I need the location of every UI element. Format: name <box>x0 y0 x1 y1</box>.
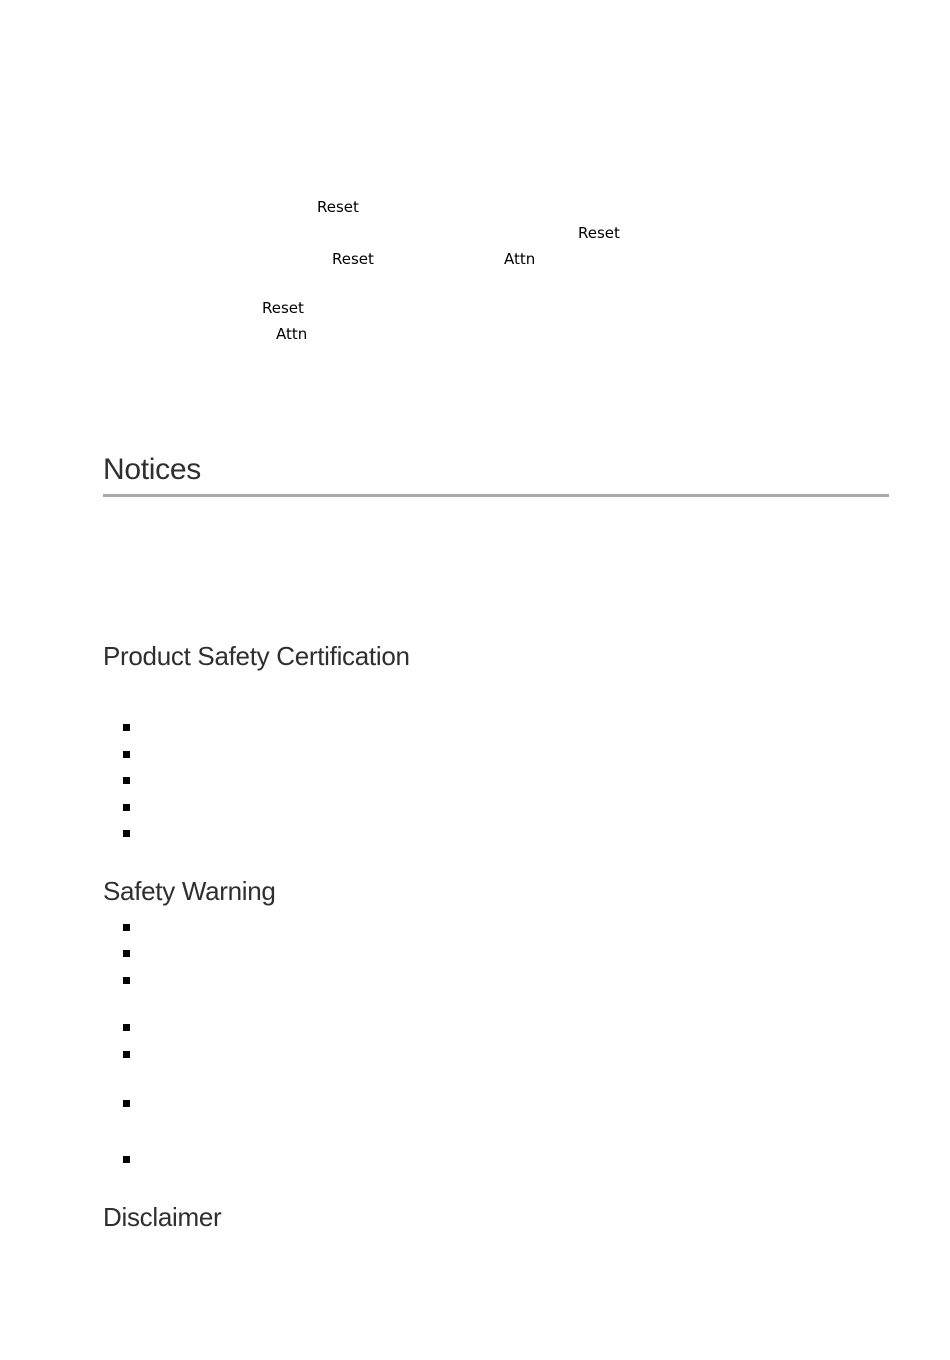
list-bullet <box>123 830 130 837</box>
list-bullet <box>123 777 130 784</box>
product-safety-heading: Product Safety Certification <box>103 641 410 671</box>
list-bullet <box>123 1051 130 1058</box>
term-reset: Reset <box>317 198 359 216</box>
list-bullet <box>123 950 130 957</box>
term-attn: Attn <box>504 250 536 268</box>
heading-divider <box>103 494 889 497</box>
list-bullet <box>123 977 130 984</box>
list-bullet <box>123 924 130 931</box>
term-reset: Reset <box>332 250 374 268</box>
list-bullet <box>123 1024 130 1031</box>
disclaimer-heading: Disclaimer <box>103 1202 222 1232</box>
term-reset: Reset <box>262 299 304 317</box>
list-bullet <box>123 804 130 811</box>
term-attn: Attn <box>276 325 308 343</box>
notices-heading: Notices <box>103 453 201 486</box>
term-reset: Reset <box>578 224 620 242</box>
safety-warning-heading: Safety Warning <box>103 876 276 906</box>
list-bullet <box>123 1156 130 1163</box>
list-bullet <box>123 1100 130 1107</box>
list-bullet <box>123 724 130 731</box>
list-bullet <box>123 751 130 758</box>
